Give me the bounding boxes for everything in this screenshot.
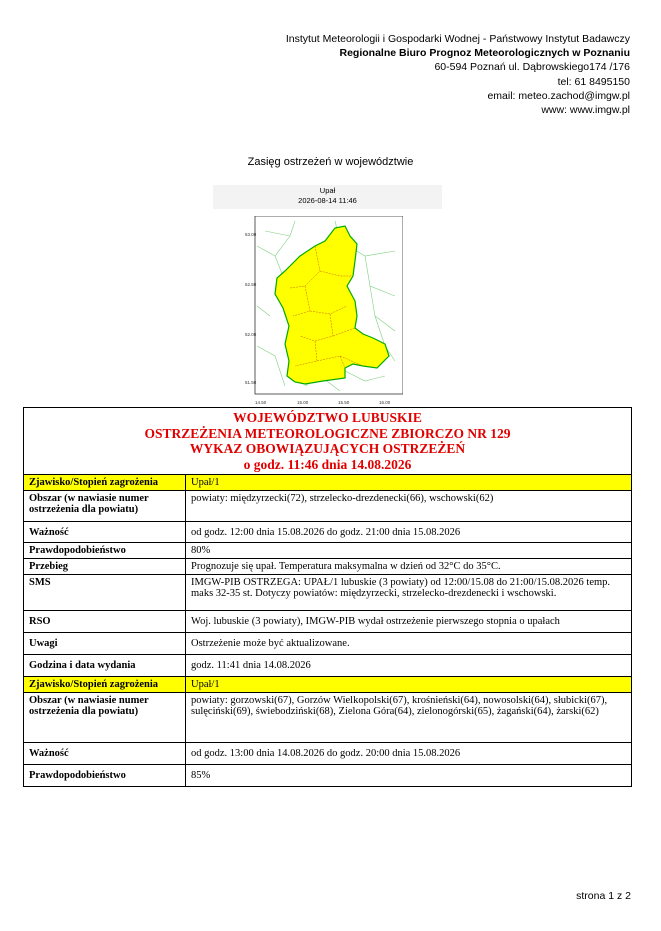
- table-row: [24, 633, 632, 655]
- warnings-table: [23, 407, 632, 787]
- area-value: powiaty: gorzowski(67), Gorzów Wielkopolski(67), krośnieński(64), nowosolski(64), słubicki(67), sulęciński(69), świebodziński(68), Zielona Góra(64), zielonogórski(65), żagański(64), żarski(62): [186, 693, 632, 743]
- validity-value: od godz. 12:00 dnia 15.08.2026 do godz. 21:00 dnia 15.08.2026: [186, 522, 632, 543]
- rso-value: Woj. lubuskie (3 powiaty), IMGW-PIB wydał ostrzeżenie pierwszego stopnia o upałach: [186, 611, 632, 633]
- email: email: meteo.zachod@imgw.pl: [487, 89, 630, 102]
- phenomenon-label: Zjawisko/Stopień zagrożenia: [24, 475, 186, 491]
- title-time: o godz. 11:46 dnia 14.08.2026: [243, 456, 412, 472]
- remarks-value: Ostrzeżenie może być aktualizowane.: [186, 633, 632, 655]
- axis-y-tick: 52.50: [245, 282, 257, 287]
- table-row: [24, 611, 632, 633]
- axis-y-tick: 52.00: [245, 332, 257, 337]
- axis-x-tick: 15.00: [297, 400, 309, 405]
- map-heading: Zasięg ostrzeżeń w województwie: [247, 156, 414, 168]
- office-name: Regionalne Biuro Prognoz Meteorologicznych w Poznaniu: [339, 47, 630, 60]
- table-row: [24, 743, 632, 765]
- table-row: [24, 677, 632, 693]
- probability-value: 85%: [186, 765, 632, 787]
- issued-value: godz. 11:41 dnia 14.08.2026: [186, 655, 632, 677]
- phenomenon-value: Upał/1: [186, 475, 632, 491]
- probability-value: 80%: [186, 543, 632, 559]
- course-value: Prognozuje się upał. Temperatura maksymalna w dzień od 32°C do 35°C.: [186, 559, 632, 575]
- map-caption-phenomenon: Upał: [319, 186, 336, 195]
- warning-map: [245, 216, 403, 406]
- table-row: [24, 693, 632, 743]
- table-title: [24, 408, 632, 475]
- table-row: [24, 543, 632, 559]
- sms-label: SMS: [24, 575, 186, 611]
- table-row: [24, 765, 632, 787]
- validity-value: od godz. 13:00 dnia 14.08.2026 do godz. 20:00 dnia 15.08.2026: [186, 743, 632, 765]
- area-label: Obszar (w nawiasie numer ostrzeżenia dla powiatu): [24, 693, 186, 743]
- institute-header: [286, 32, 630, 117]
- axis-x-tick: 15.50: [338, 400, 350, 405]
- phenomenon-value: Upał/1: [186, 677, 632, 693]
- table-row: [24, 559, 632, 575]
- sms-value: IMGW-PIB OSTRZEGA: UPAŁ/1 lubuskie (3 powiaty) od 12:00/15.08 do 21:00/15.08.2026 temp. maks 32-35 st. Dotyczy powiatów: międzyrzecki, strzelecko-drezdenecki i wschowski.: [186, 575, 632, 611]
- table-title-row: [24, 408, 632, 475]
- table-row: [24, 491, 632, 522]
- address: 60-594 Poznań ul. Dąbrowskiego174 /176: [434, 61, 630, 74]
- phone: tel: 61 8495150: [557, 75, 630, 88]
- probability-label: Prawdopodobieństwo: [24, 543, 186, 559]
- table-row: [24, 575, 632, 611]
- table-row: [24, 522, 632, 543]
- validity-label: Ważność: [24, 522, 186, 543]
- probability-label: Prawdopodobieństwo: [24, 765, 186, 787]
- phenomenon-label: Zjawisko/Stopień zagrożenia: [24, 677, 186, 693]
- course-label: Przebieg: [24, 559, 186, 575]
- page-number: strona 1 z 2: [576, 890, 631, 902]
- rso-label: RSO: [24, 611, 186, 633]
- title-number: OSTRZEŻENIA METEOROLOGICZNE ZBIORCZO NR 129: [144, 425, 511, 441]
- remarks-label: Uwagi: [24, 633, 186, 655]
- table-row: [24, 655, 632, 677]
- axis-x-tick: 14.50: [255, 400, 267, 405]
- area-label: Obszar (w nawiasie numer ostrzeżenia dla powiatu): [24, 491, 186, 522]
- table-row: [24, 475, 632, 491]
- issued-label: Godzina i data wydania: [24, 655, 186, 677]
- map-caption: [213, 186, 442, 206]
- axis-y-tick: 53.00: [245, 232, 257, 237]
- axis-y-tick: 51.50: [245, 380, 257, 385]
- title-region: WOJEWÓDZTWO LUBUSKIE: [233, 410, 422, 425]
- institute-name: Instytut Meteorologii i Gospodarki Wodnej - Państwowy Instytut Badawczy: [285, 33, 630, 45]
- validity-label: Ważność: [24, 743, 186, 765]
- area-value: powiaty: międzyrzecki(72), strzelecko-drezdenecki(66), wschowski(62): [186, 491, 632, 522]
- axis-x-tick: 16.00: [379, 400, 391, 405]
- title-list: WYKAZ OBOWIĄZUJĄCYCH OSTRZEŻEŃ: [189, 441, 466, 456]
- website: www: www.imgw.pl: [541, 104, 630, 117]
- map-caption-date: 2026-08-14 11:46: [298, 196, 357, 205]
